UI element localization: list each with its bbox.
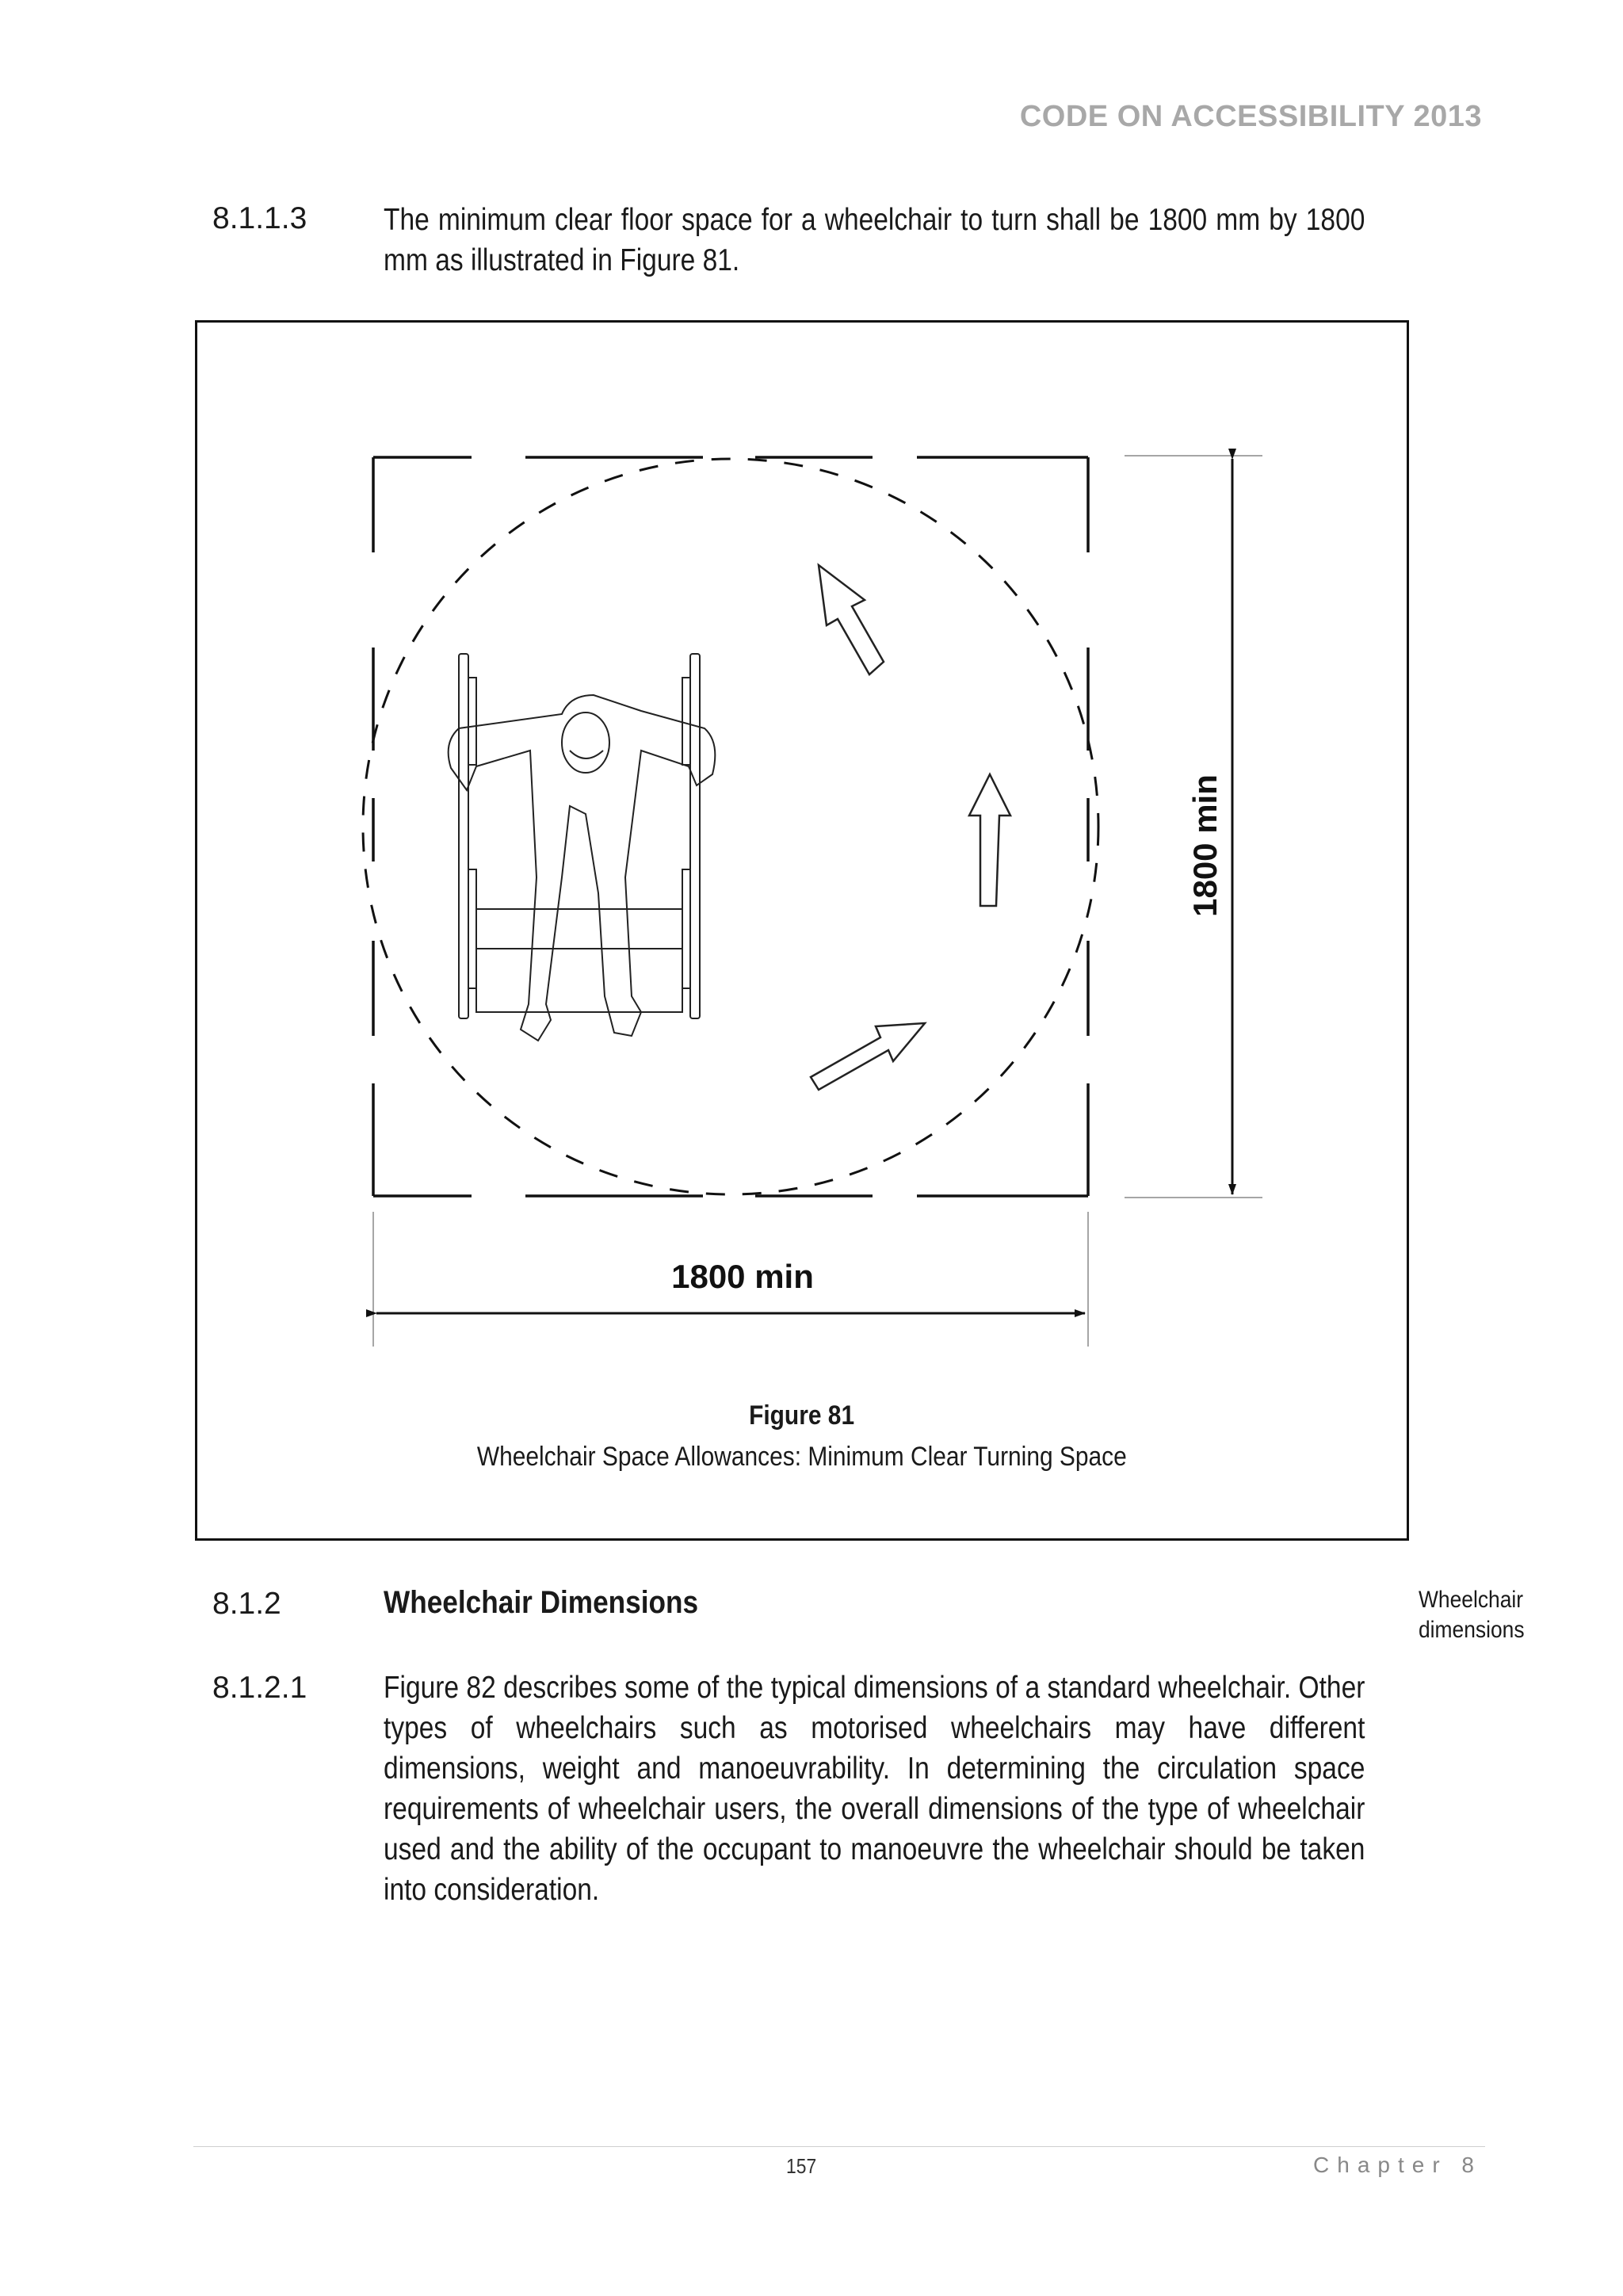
clause-number-8-1-1-3: 8.1.1.3	[212, 201, 307, 235]
height-dimension-label: 1800 min	[1186, 774, 1224, 917]
margin-note-line-2: dimensions	[1419, 1617, 1525, 1643]
figure-label: Figure 81	[749, 1400, 855, 1431]
footer-rule	[193, 2146, 1485, 2147]
figure-81-frame	[195, 320, 1409, 1541]
rotation-arrow-middle	[969, 774, 1010, 906]
page-number: 157	[786, 2154, 817, 2178]
clause-number-8-1-2: 8.1.2	[212, 1587, 281, 1621]
margin-note-line-1: Wheelchair	[1419, 1587, 1524, 1613]
turning-space-diagram	[197, 323, 1411, 1543]
width-dimension-label: 1800 min	[671, 1258, 814, 1295]
running-header: CODE ON ACCESSIBILITY 2013	[1019, 100, 1482, 133]
margin-note	[1419, 1585, 1525, 1645]
wheelchair-user-figure	[449, 654, 716, 1041]
chapter-label: Chapter 8	[1313, 2153, 1482, 2177]
rotation-arrow-top	[819, 565, 884, 674]
clause-text-8-1-2-1: Figure 82 describes some of the typical dimensions of a standard wheelchair. Other types of wheelchairs such as motorised wheelchairs may have different dimensions, weight and manoeuvrability. In determining the circulation space requirements of wheelchair users, the overall dimensions of the type of wheelchair used and the ability of the occupant to manoeuvre the wheelchair should be taken into consideration.	[384, 1671, 1365, 1907]
rotation-arrow-bottom	[811, 1023, 925, 1090]
clause-text-8-1-1-3: The minimum clear floor space for a wheelchair to turn shall be 1800 mm by 1800 mm as illustrated in Figure 81.	[384, 203, 1365, 277]
rotation-arrows	[811, 565, 1010, 1090]
clause-number-8-1-2-1: 8.1.2.1	[212, 1671, 307, 1705]
section-heading: Wheelchair Dimensions	[384, 1585, 699, 1620]
figure-title: Wheelchair Space Allowances: Minimum Clear Turning Space	[477, 1442, 1127, 1472]
